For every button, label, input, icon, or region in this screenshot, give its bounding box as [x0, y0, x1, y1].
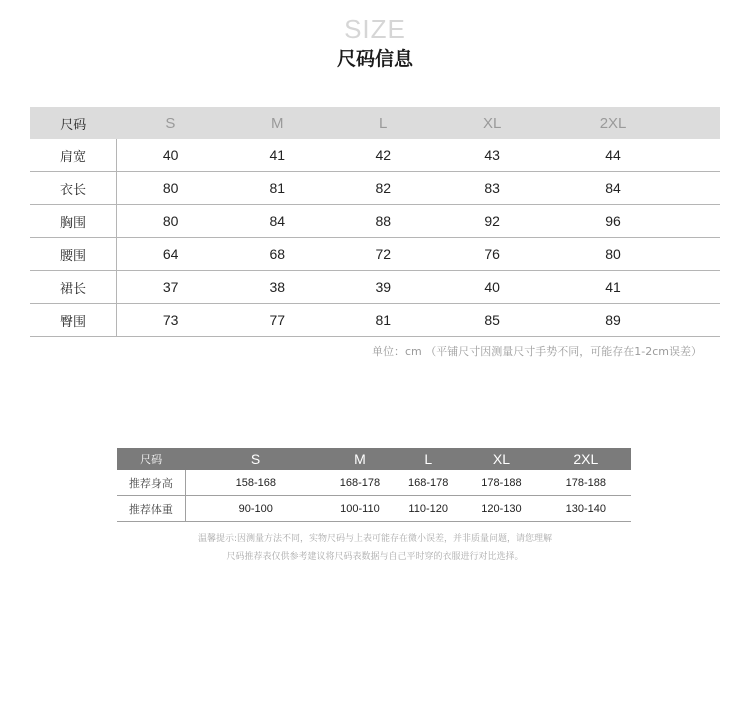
- recommend-table-row-header-label: 尺码: [117, 448, 185, 470]
- table-cell-spacer: [678, 139, 720, 172]
- table-cell: 120-130: [462, 496, 540, 522]
- table-cell: 40: [116, 139, 224, 172]
- recommend-column-2xl: 2XL: [541, 448, 631, 470]
- page-title: 尺码信息: [336, 48, 413, 70]
- table-cell-spacer: [678, 238, 720, 271]
- table-row: [117, 470, 631, 496]
- table-cell: 44: [548, 139, 678, 172]
- row-label: 裙长: [30, 271, 116, 304]
- row-label: 肩宽: [30, 139, 116, 172]
- table-cell: 73: [116, 304, 224, 337]
- recommend-column-s: S: [185, 448, 326, 470]
- row-label: 推荐体重: [117, 496, 185, 522]
- table-cell: 110-120: [394, 496, 462, 522]
- table-cell: 178-188: [541, 470, 631, 496]
- table-cell-spacer: [678, 172, 720, 205]
- size-table-spacer: [678, 107, 720, 139]
- table-cell: 76: [436, 238, 548, 271]
- table-row: [30, 172, 720, 205]
- table-cell: 80: [116, 172, 224, 205]
- table-cell: 81: [224, 172, 330, 205]
- size-table: [30, 107, 720, 337]
- table-cell: 68: [224, 238, 330, 271]
- table-cell: 84: [224, 205, 330, 238]
- table-cell: 84: [548, 172, 678, 205]
- row-label: 推荐身高: [117, 470, 185, 496]
- table-row: [30, 304, 720, 337]
- table-cell: 88: [330, 205, 436, 238]
- table-row: [30, 205, 720, 238]
- title-en: SIZE: [344, 14, 406, 44]
- table-cell: 41: [224, 139, 330, 172]
- table-cell: 168-178: [394, 470, 462, 496]
- size-column-l: L: [330, 107, 436, 139]
- table-cell: 90-100: [185, 496, 326, 522]
- table-cell: 96: [548, 205, 678, 238]
- table-cell: 72: [330, 238, 436, 271]
- table-row: [30, 139, 720, 172]
- table-cell: 40: [436, 271, 548, 304]
- table-cell: 39: [330, 271, 436, 304]
- size-table-header-row: [30, 107, 720, 139]
- table-cell: 168-178: [326, 470, 394, 496]
- table-cell: 80: [116, 205, 224, 238]
- recommend-column-l: L: [394, 448, 462, 470]
- size-column-m: M: [224, 107, 330, 139]
- table-cell: 80: [548, 238, 678, 271]
- table-cell: 81: [330, 304, 436, 337]
- table-cell: 83: [436, 172, 548, 205]
- table-cell: 43: [436, 139, 548, 172]
- table-cell: 38: [224, 271, 330, 304]
- table-row: [30, 271, 720, 304]
- size-column-xl: XL: [436, 107, 548, 139]
- table-cell: 42: [330, 139, 436, 172]
- size-column-s: S: [116, 107, 224, 139]
- tip-note-line1: 温馨提示:因测量方法不同，实物尺码与上表可能存在微小误差，并非质量问题，请您理解: [197, 534, 553, 544]
- table-cell: 41: [548, 271, 678, 304]
- table-cell: 130-140: [541, 496, 631, 522]
- tip-note-line2: 尺码推荐表仅供参考建议将尺码表数据与自己平时穿的衣服进行对比选择。: [226, 552, 524, 562]
- size-table-row-header-label: 尺码: [30, 107, 116, 139]
- table-cell: 100-110: [326, 496, 394, 522]
- row-label: 胸围: [30, 205, 116, 238]
- table-cell: 178-188: [462, 470, 540, 496]
- table-cell: 37: [116, 271, 224, 304]
- measurement-note: 单位：cm （平铺尺寸因测量尺寸手势不同，可能存在1-2cm误差）: [372, 345, 702, 358]
- table-cell-spacer: [678, 304, 720, 337]
- table-row: [30, 238, 720, 271]
- recommend-column-m: M: [326, 448, 394, 470]
- recommend-table-header-row: [117, 448, 631, 470]
- table-cell: 85: [436, 304, 548, 337]
- row-label: 衣长: [30, 172, 116, 205]
- table-cell: 77: [224, 304, 330, 337]
- size-column-2xl: 2XL: [548, 107, 678, 139]
- recommend-column-xl: XL: [462, 448, 540, 470]
- table-cell: 92: [436, 205, 548, 238]
- table-row: [117, 496, 631, 522]
- table-cell: 89: [548, 304, 678, 337]
- recommend-table: [117, 448, 631, 522]
- table-cell: 82: [330, 172, 436, 205]
- row-label: 臀围: [30, 304, 116, 337]
- row-label: 腰围: [30, 238, 116, 271]
- table-cell-spacer: [678, 271, 720, 304]
- table-cell: 158-168: [185, 470, 326, 496]
- table-cell-spacer: [678, 205, 720, 238]
- table-cell: 64: [116, 238, 224, 271]
